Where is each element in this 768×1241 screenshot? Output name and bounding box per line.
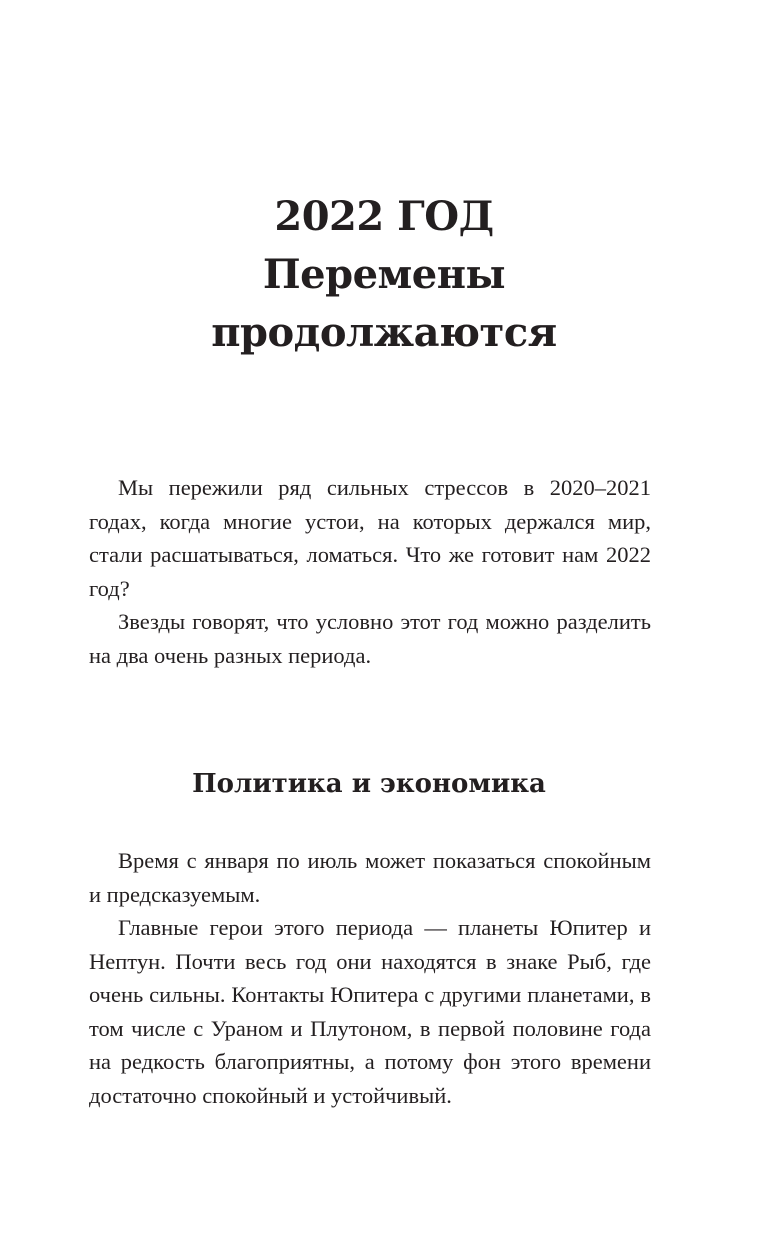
section-text [89,844,651,1112]
section-paragraph-2: Главные герои этого периода — планеты Юпитер и Нептун. Почти весь год они находятся в знаке Рыб, где очень сильны. Контакты Юпитера с другими планетами, в том числе с Ураном и Плутоном, в первой половине года на редкость благоприятны, а потому фон этого времени достаточно спокойный и устойчивый. [89,915,651,1108]
chapter-title-line2: Перемены [262,251,506,298]
intro-paragraph-2: Звезды говорят, что условно этот год можно разделить на два очень разных периода. [89,609,651,668]
intro-text [89,471,651,672]
chapter-title-line3: продолжаются [211,309,557,356]
section-paragraph-1: Время с января по июль может показаться спокойным и предсказуемым. [89,848,651,907]
section-heading: Политика и экономика [192,769,546,799]
chapter-title [0,188,768,362]
intro-paragraph-1: Мы пережили ряд сильных стрессов в 2020–2021 годах, когда многие устои, на которых держался мир, стали расшатываться, ломаться. Что же готовит нам 2022 год? [89,475,651,601]
chapter-title-year: 2022 ГОД [274,193,494,240]
